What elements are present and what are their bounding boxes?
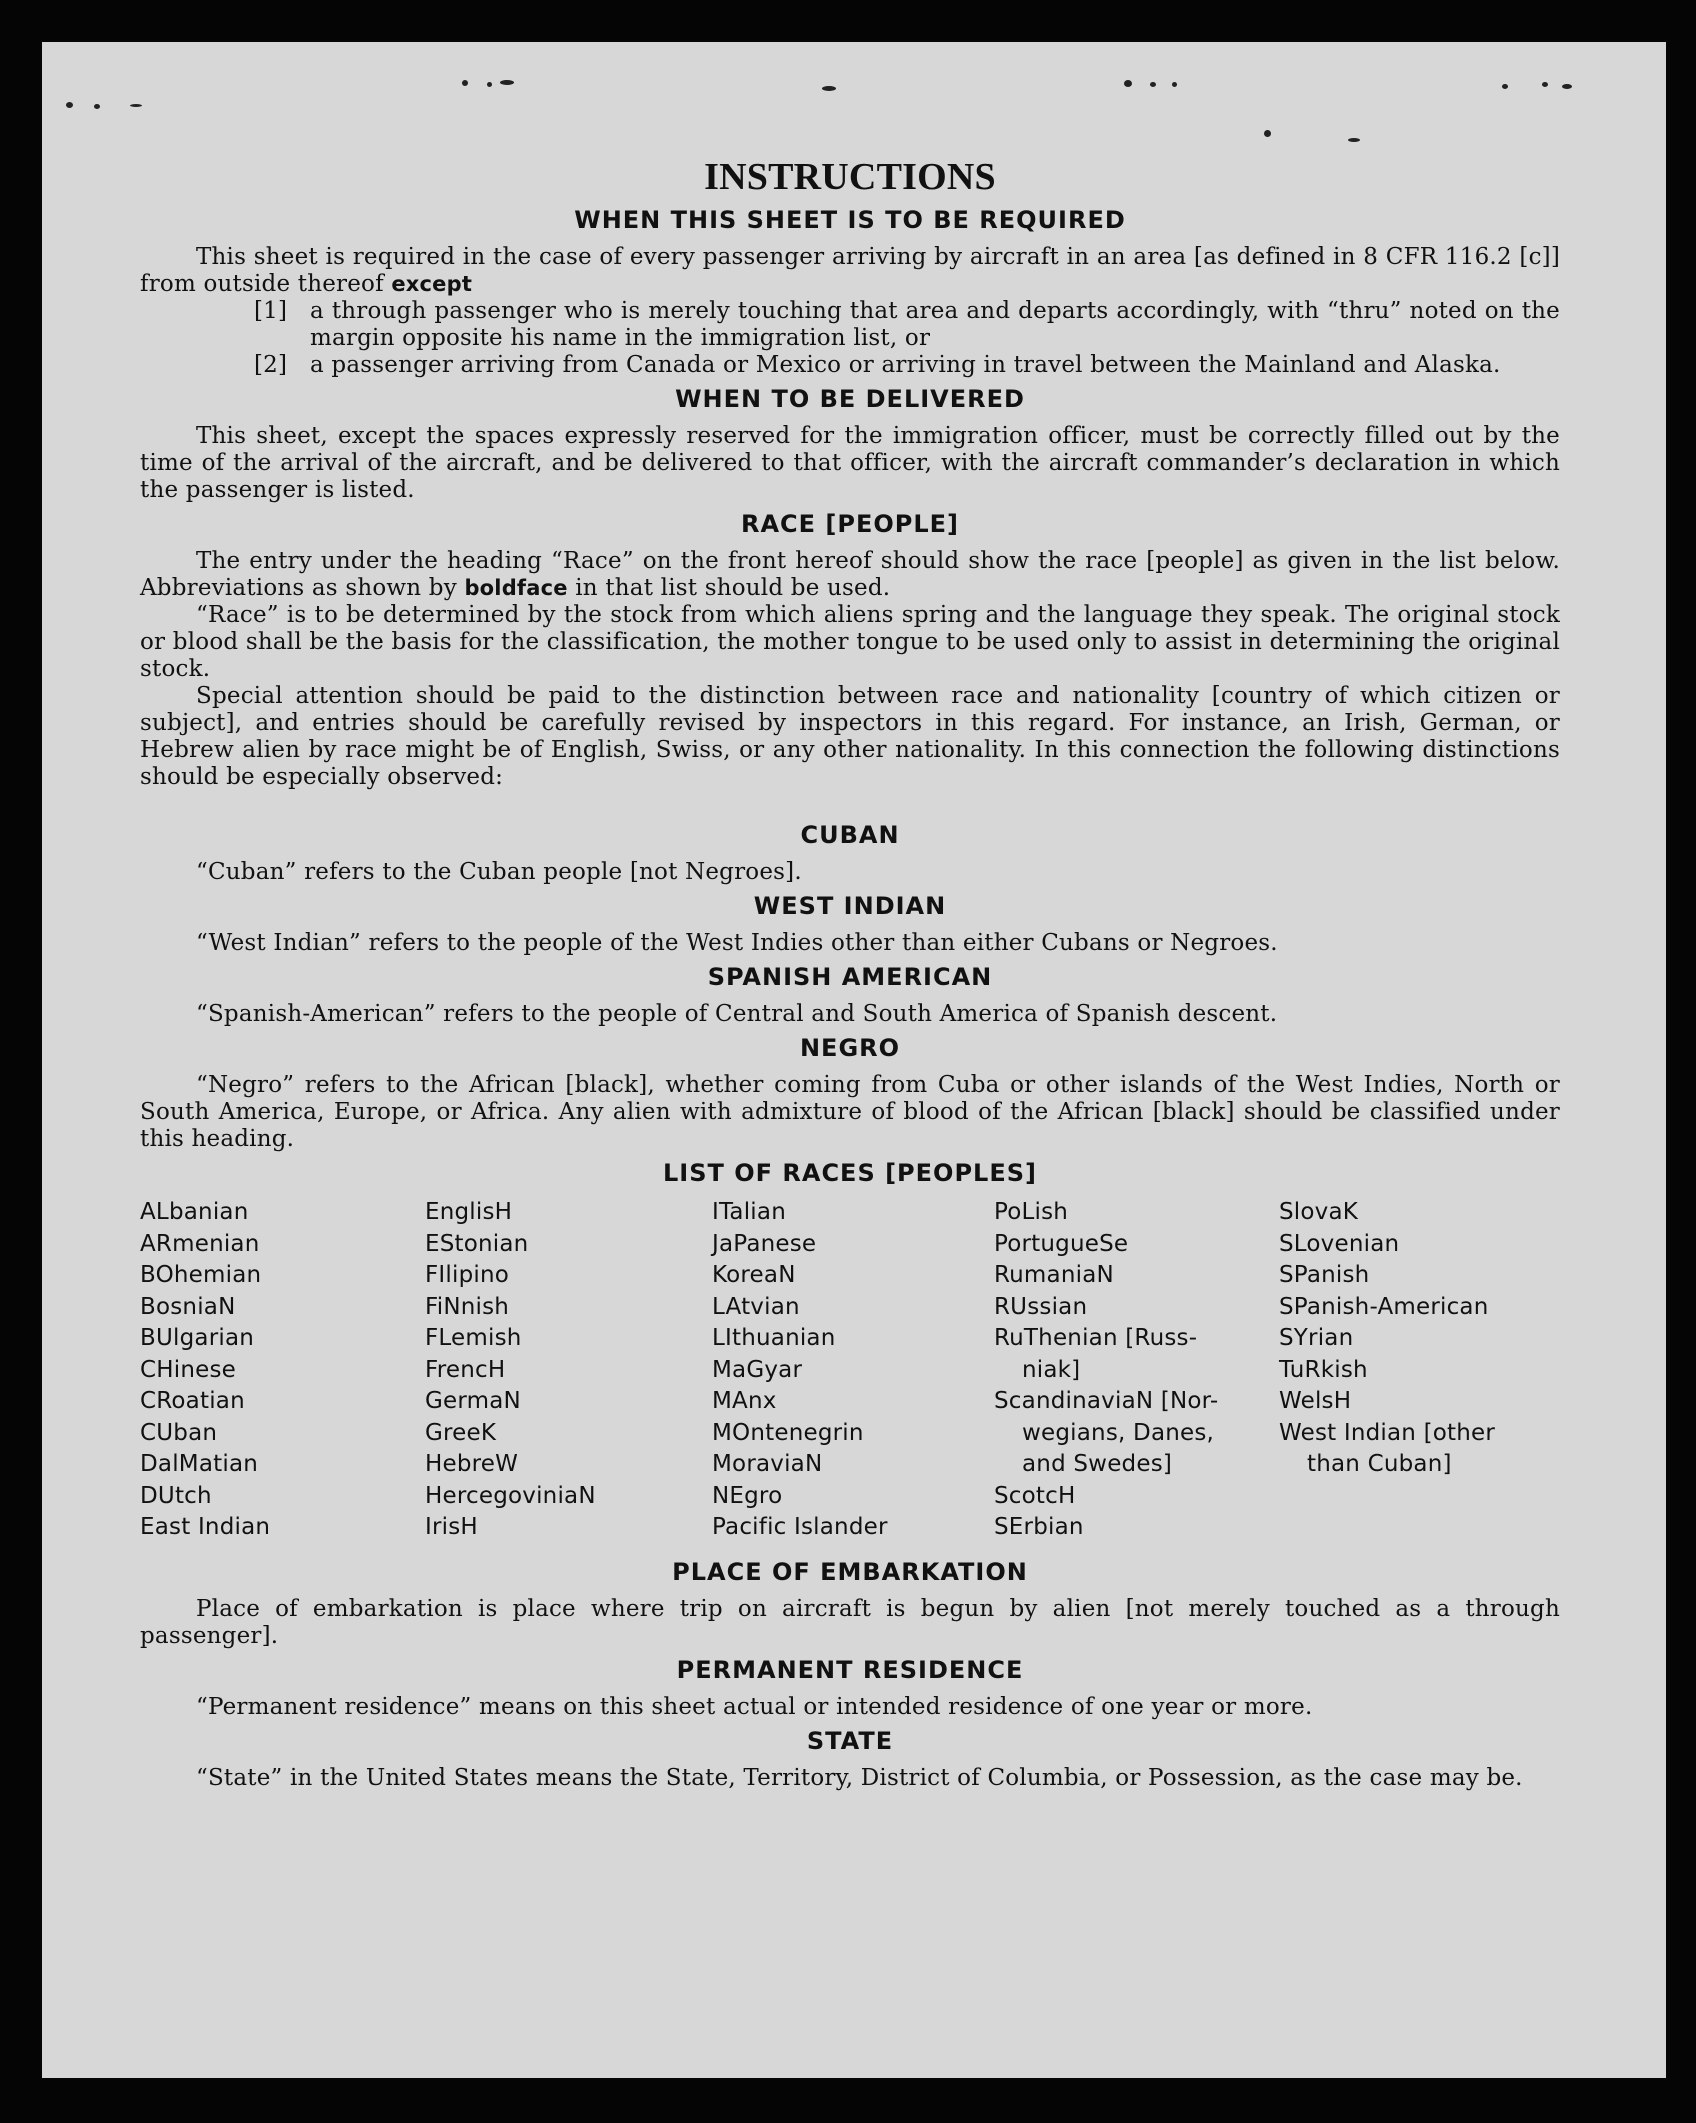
heading-spanish-american: SPANISH AMERICAN: [707, 963, 993, 991]
scan-speck: [1124, 80, 1132, 87]
race-entry: CRoatian: [140, 1388, 245, 1414]
paragraph-negro: “Negro” refers to the African [black], whether coming from Cuba or other islands of the West Indies, North or South America, Europe, or Africa. Any alien with admixture of blood of the African [black] should be classified under this heading.: [140, 1072, 1560, 1152]
scan-speck: [1264, 130, 1271, 137]
race-entry: FiNnish: [425, 1293, 510, 1320]
race-entry: ScotcH: [994, 1482, 1076, 1509]
race-entry: DUtch: [140, 1482, 212, 1509]
scan-speck: [1172, 82, 1177, 87]
scan-speck: [130, 104, 142, 107]
race-entry: LAtvian: [712, 1293, 800, 1320]
race-entry: PoLish: [994, 1199, 1069, 1225]
race-entry: EnglisH: [425, 1199, 513, 1225]
required-text: This sheet is required in the case of every passenger arriving by aircraft in an area [as defined in 8 CFR 116.2 [c]] from outside thereof: [140, 244, 1560, 297]
race-entry: SPanish: [1279, 1262, 1370, 1288]
list-item: [140, 298, 1560, 352]
race-entry: BOhemian: [140, 1262, 262, 1288]
race-entry: FIlipino: [425, 1262, 510, 1288]
scan-speck: [66, 102, 73, 108]
race-entry: SPanish-American: [1279, 1293, 1489, 1320]
item-number: [2]: [254, 352, 288, 378]
item-number: [1]: [254, 298, 288, 324]
races-column-1: [140, 1197, 425, 1544]
item-text: a passenger arriving from Canada or Mexico or arriving in travel between the Mainland and Alaska.: [310, 352, 1501, 378]
heading-list-of-races: LIST OF RACES [PEOPLES]: [663, 1159, 1037, 1187]
race-entry: ITalian: [712, 1199, 786, 1225]
scan-speck: [462, 80, 468, 86]
race-entry: MOntenegrin: [712, 1419, 864, 1446]
race-entry: West Indian [other: [1279, 1419, 1496, 1446]
race-entry: MAnx: [712, 1388, 777, 1414]
race-entry: WelsH: [1279, 1388, 1352, 1414]
heading-west-indian: WEST INDIAN: [753, 892, 947, 920]
race-entry: ScandinaviaN [Nor-: [994, 1388, 1219, 1414]
race-entry: IrisH: [425, 1514, 478, 1540]
race-entry: EStonian: [425, 1230, 529, 1257]
scan-speck: [1562, 84, 1572, 89]
paragraph-race-nationality: Special attention should be paid to the distinction between race and nationality [country of which citizen or subject], and entries should be carefully revised by inspectors in this regard. For instance, an Irish, German, or Hebrew alien by race might be of English, Swiss, or any other nationality. In this connection the following distinctions should be especially observed:: [140, 683, 1560, 790]
scan-speck: [1502, 84, 1508, 89]
race-entry: LIthuanian: [712, 1325, 836, 1351]
race-entry: BosniaN: [140, 1293, 236, 1320]
race-entry-continued: than Cuban]: [1307, 1451, 1452, 1477]
race-entry: GreeK: [425, 1419, 497, 1446]
race-entry: FrencH: [425, 1356, 506, 1383]
paragraph-embarkation: Place of embarkation is place where trip on aircraft is begun by alien [not merely touched as a through passenger].: [140, 1595, 1560, 1649]
race-entry: BUlgarian: [140, 1325, 255, 1351]
except-bold: except: [391, 272, 473, 296]
race-entry: MoraviaN: [712, 1451, 823, 1477]
heading-race: RACE [PEOPLE]: [740, 510, 960, 538]
race-entry: MaGyar: [712, 1356, 803, 1383]
race-entry: CUban: [140, 1419, 218, 1446]
heading-permanent-residence: PERMANENT RESIDENCE: [676, 1655, 1024, 1684]
race-entry: RUssian: [994, 1293, 1088, 1320]
race-entry: TuRkish: [1279, 1356, 1368, 1383]
instructions-content: [140, 154, 1560, 1792]
paragraph-west-indian: “West Indian” refers to the people of the West Indies other than either Cubans or Negroes.: [196, 930, 1278, 956]
races-column-3: [712, 1197, 994, 1544]
scan-speck: [487, 82, 492, 87]
scan-speck: [500, 80, 514, 85]
race-entry: GermaN: [425, 1388, 521, 1414]
race-entry: CHinese: [140, 1356, 237, 1383]
races-column-5: [1279, 1197, 1539, 1544]
race-entry: HebreW: [425, 1451, 519, 1477]
paragraph-spanish-american: “Spanish-American” refers to the people of Central and South America of Spanish descent.: [196, 1001, 1278, 1027]
paragraph-cuban: “Cuban” refers to the Cuban people [not Negroes].: [196, 859, 802, 885]
races-column-4: [994, 1197, 1279, 1544]
scan-speck: [822, 86, 836, 91]
race-entry: RumaniaN: [994, 1262, 1114, 1288]
race-entry: HercegoviniaN: [425, 1482, 596, 1509]
races-list: [140, 1197, 1560, 1544]
race-entry: FLemish: [425, 1325, 522, 1351]
heading-negro: NEGRO: [799, 1034, 901, 1062]
race-entry: RuThenian [Russ-: [994, 1325, 1198, 1351]
scan-speck: [1348, 138, 1360, 142]
race-entry: KoreaN: [712, 1262, 796, 1288]
race-entry: SYrian: [1279, 1325, 1354, 1351]
paragraph-residence: “Permanent residence” means on this sheet actual or intended residence of one year or more.: [196, 1693, 1313, 1720]
race-entry-continued: and Swedes]: [1022, 1451, 1173, 1477]
race-entry-text: The entry under the heading “Race” on the front hereof should show the race [people] as given in the list below. Abbreviations as shown by: [140, 548, 1560, 601]
race-entry-continued: niak]: [1022, 1356, 1081, 1383]
heading-place-of-embarkation: PLACE OF EMBARKATION: [672, 1557, 1028, 1586]
page-title: INSTRUCTIONS: [704, 156, 996, 198]
race-entry: DalMatian: [140, 1451, 259, 1477]
race-entry: Pacific Islander: [712, 1514, 888, 1540]
race-entry: SLovenian: [1279, 1230, 1400, 1257]
race-entry: PortugueSe: [994, 1230, 1129, 1257]
scan-speck: [1150, 82, 1156, 87]
race-entry-continued: wegians, Danes,: [1022, 1419, 1215, 1446]
heading-state: STATE: [806, 1726, 894, 1755]
race-entry: NEgro: [712, 1482, 783, 1509]
race-entry-text-end: in that list should be used.: [567, 575, 891, 601]
paragraph-delivered: This sheet, except the spaces expressly reserved for the immigration officer, must be correctly filled out by the time of the arrival of the aircraft, and be delivered to that officer, with the aircraft commander’s declaration in which the passenger is listed.: [140, 423, 1560, 503]
item-text: a through passenger who is merely touching that area and departs accordingly, with “thru” noted on the margin opposite his name in the immigration list, or: [310, 298, 1560, 351]
paragraph-race-entry: [140, 548, 1560, 602]
race-entry: East Indian: [140, 1514, 271, 1540]
heading-when-required: WHEN THIS SHEET IS TO BE REQUIRED: [574, 206, 1126, 234]
list-item: [140, 352, 1560, 379]
race-entry: SErbian: [994, 1514, 1084, 1540]
document-page: [42, 42, 1666, 2078]
heading-cuban: CUBAN: [800, 821, 900, 849]
races-column-2: [425, 1197, 712, 1544]
race-entry: JaPanese: [712, 1230, 817, 1257]
boldface-word: boldface: [464, 576, 568, 600]
scan-speck: [94, 104, 100, 109]
race-entry: ALbanian: [140, 1199, 249, 1225]
paragraph-state: “State” in the United States means the State, Territory, District of Columbia, or Possession, as the case may be.: [196, 1764, 1523, 1791]
scan-speck: [1542, 82, 1548, 87]
paragraph-race-definition: “Race” is to be determined by the stock from which aliens spring and the language they speak. The original stock or blood shall be the basis for the classification, the mother tongue to be used only to assist in determining the original stock.: [140, 602, 1560, 682]
paragraph-required: [140, 244, 1560, 298]
race-entry: SlovaK: [1279, 1199, 1359, 1225]
heading-when-delivered: WHEN TO BE DELIVERED: [675, 385, 1025, 413]
race-entry: ARmenian: [140, 1230, 260, 1257]
